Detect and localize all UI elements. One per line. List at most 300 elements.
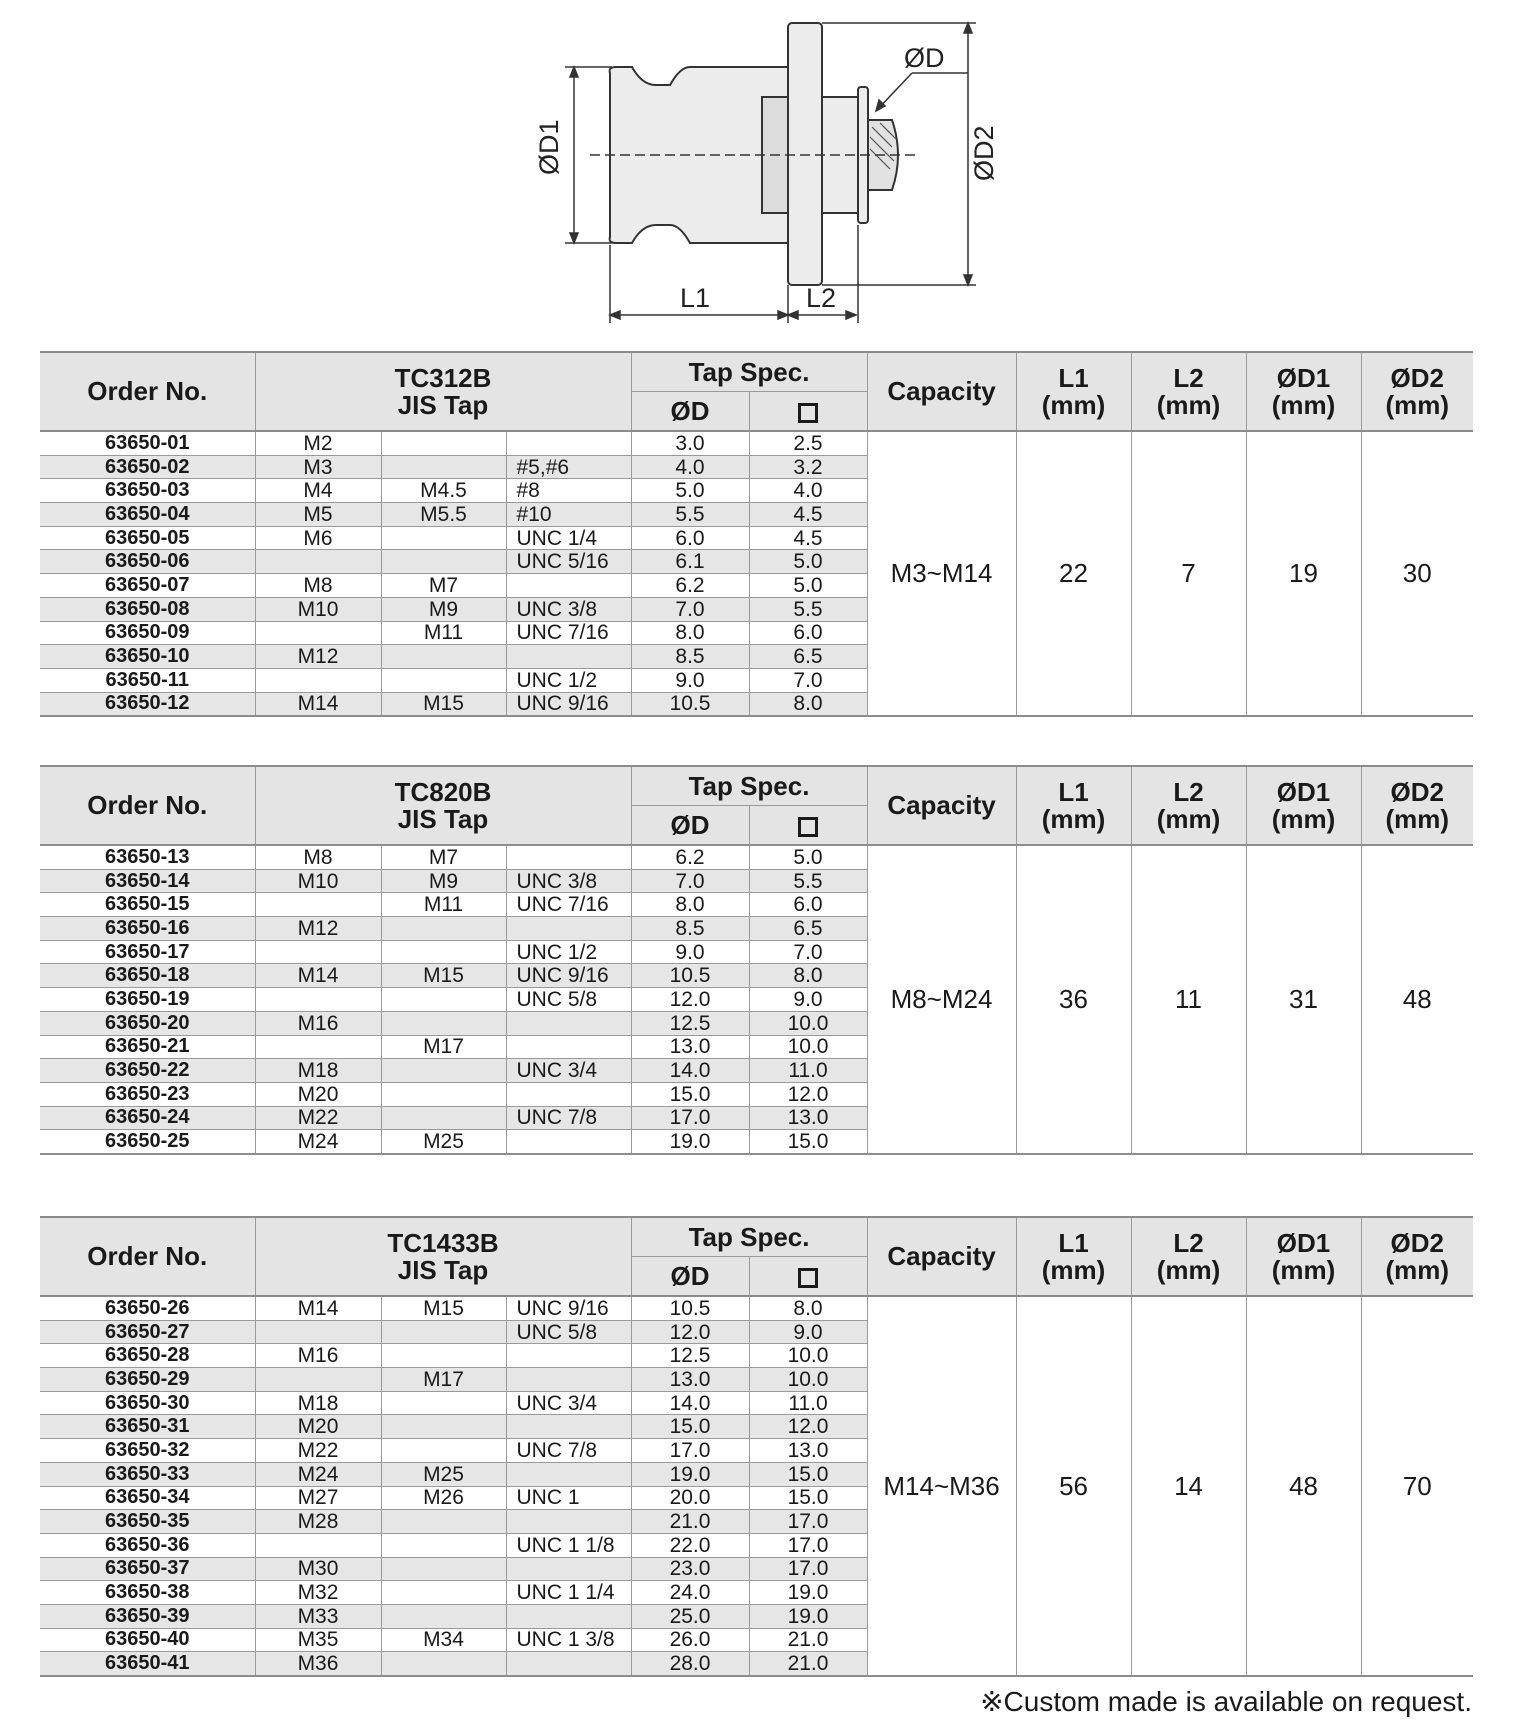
unc-tap-cell [506, 574, 631, 598]
metric-tap-cell: M24 [255, 1130, 381, 1154]
capacity-header: Capacity [867, 1217, 1016, 1296]
tap-d-cell: 15.0 [631, 1082, 749, 1106]
unc-tap-cell: UNC 1/4 [506, 526, 631, 550]
metric-alt-cell [381, 431, 506, 455]
unc-tap-cell [506, 431, 631, 455]
tap-d-cell: 13.0 [631, 1368, 749, 1392]
unc-tap-cell [506, 1415, 631, 1439]
unit-label: (mm) [1041, 389, 1106, 420]
tap-d-cell: 6.1 [631, 550, 749, 574]
order-no-cell: 63650-19 [40, 988, 255, 1012]
metric-tap-cell: M6 [255, 526, 381, 550]
unc-tap-cell: UNC 7/8 [506, 1439, 631, 1463]
tap-square-cell: 8.0 [749, 692, 867, 716]
order-no-cell: 63650-21 [40, 1035, 255, 1059]
tap-square-cell: 2.5 [749, 431, 867, 455]
l1-cell: 56 [1016, 1296, 1131, 1676]
metric-tap-cell: M24 [255, 1462, 381, 1486]
unit-label: (mm) [1271, 1254, 1336, 1285]
metric-tap-cell [255, 893, 381, 917]
metric-alt-cell [381, 1510, 506, 1534]
capacity-header: Capacity [867, 352, 1016, 431]
order-no-cell: 63650-31 [40, 1415, 255, 1439]
tap-d-cell: 9.0 [631, 940, 749, 964]
tap-d-cell: 14.0 [631, 1059, 749, 1083]
table-row [40, 845, 1473, 869]
tap-d-cell: 3.0 [631, 431, 749, 455]
tap-d-cell: 10.5 [631, 964, 749, 988]
tap-square-cell: 17.0 [749, 1510, 867, 1534]
l1-label: L1 [1058, 362, 1089, 393]
metric-alt-cell [381, 1320, 506, 1344]
unc-tap-cell [506, 645, 631, 669]
metric-alt-cell [381, 1533, 506, 1557]
jis-tap-header [255, 352, 631, 431]
unc-tap-cell: UNC 7/8 [506, 1106, 631, 1130]
order-no-cell: 63650-12 [40, 692, 255, 716]
diagram-label-d2: ØD2 [969, 125, 999, 181]
unc-tap-cell [506, 845, 631, 869]
tap-square-cell: 6.5 [749, 645, 867, 669]
l2-label: L2 [1173, 1227, 1204, 1258]
metric-alt-cell [381, 1652, 506, 1676]
tap-square-cell: 17.0 [749, 1533, 867, 1557]
metric-tap-cell: M35 [255, 1628, 381, 1652]
unit-label: (mm) [1385, 389, 1450, 420]
tap-d-header: ØD [631, 1257, 749, 1297]
unc-tap-cell: UNC 1 [506, 1486, 631, 1510]
order-no-cell: 63650-09 [40, 621, 255, 645]
model-name: TC820B [394, 776, 492, 807]
d1-header [1246, 1217, 1361, 1296]
order-no-cell: 63650-26 [40, 1296, 255, 1320]
tap-spec-header: Tap Spec. [631, 1217, 867, 1257]
d1-header [1246, 352, 1361, 431]
tap-square-header [749, 806, 867, 846]
tap-d-cell: 4.0 [631, 455, 749, 479]
unc-tap-cell: UNC 1 1/4 [506, 1581, 631, 1605]
d2-label: ØD2 [1390, 1227, 1445, 1258]
unc-tap-cell [506, 1652, 631, 1676]
order-no-cell: 63650-17 [40, 940, 255, 964]
metric-tap-cell: M2 [255, 431, 381, 455]
metric-alt-cell [381, 917, 506, 941]
order-no-cell: 63650-35 [40, 1510, 255, 1534]
d1-label: ØD1 [1276, 362, 1331, 393]
l2-header [1131, 766, 1246, 845]
capacity-cell: M3~M14 [867, 431, 1016, 716]
metric-alt-cell: M11 [381, 893, 506, 917]
tap-d-cell: 28.0 [631, 1652, 749, 1676]
metric-tap-cell [255, 1035, 381, 1059]
metric-alt-cell: M4.5 [381, 479, 506, 503]
tap-square-header [749, 392, 867, 432]
l1-header [1016, 1217, 1131, 1296]
tap-square-cell: 5.0 [749, 845, 867, 869]
diagram-label-l1: L1 [680, 283, 711, 313]
unc-tap-cell: UNC 5/8 [506, 1320, 631, 1344]
tap-square-cell: 12.0 [749, 1415, 867, 1439]
metric-alt-cell: M9 [381, 597, 506, 621]
spec-table-tc1433b [40, 1216, 1473, 1677]
unc-tap-cell [506, 1035, 631, 1059]
order-no-cell: 63650-39 [40, 1604, 255, 1628]
tap-d-cell: 23.0 [631, 1557, 749, 1581]
d2-label: ØD2 [1390, 362, 1444, 393]
diagram-label-l2: L2 [806, 283, 837, 313]
order-no-cell: 63650-03 [40, 479, 255, 503]
order-no-cell: 63650-37 [40, 1557, 255, 1581]
tap-d-cell: 14.0 [631, 1391, 749, 1415]
order-no-cell: 63650-16 [40, 917, 255, 941]
metric-alt-cell: M15 [381, 964, 506, 988]
tap-square-cell: 7.0 [749, 940, 867, 964]
metric-alt-cell: M25 [381, 1130, 506, 1154]
order-no-cell: 63650-34 [40, 1486, 255, 1510]
order-no-cell: 63650-29 [40, 1368, 255, 1392]
tap-square-cell: 9.0 [749, 988, 867, 1012]
metric-alt-cell: M7 [381, 845, 506, 869]
unit-label: (mm) [1156, 803, 1221, 834]
tap-d-cell: 15.0 [631, 1415, 749, 1439]
tap-square-cell: 5.0 [749, 550, 867, 574]
metric-alt-cell [381, 1439, 506, 1463]
order-no-cell: 63650-30 [40, 1391, 255, 1415]
tap-square-cell: 10.0 [749, 1035, 867, 1059]
order-no-cell: 63650-41 [40, 1652, 255, 1676]
tap-square-header [749, 1257, 867, 1297]
unc-tap-cell [506, 1368, 631, 1392]
tap-square-cell: 4.0 [749, 479, 867, 503]
d1-header [1246, 766, 1361, 845]
tap-d-cell: 13.0 [631, 1035, 749, 1059]
tap-square-cell: 11.0 [749, 1059, 867, 1083]
tap-d-cell: 17.0 [631, 1439, 749, 1463]
order-no-cell: 63650-11 [40, 668, 255, 692]
unit-label: (mm) [1041, 803, 1106, 834]
tap-d-cell: 10.5 [631, 1296, 749, 1320]
unit-label: (mm) [1385, 1254, 1450, 1285]
order-no-cell: 63650-23 [40, 1082, 255, 1106]
metric-tap-cell: M18 [255, 1391, 381, 1415]
tap-square-cell: 7.0 [749, 668, 867, 692]
unc-tap-cell [506, 1557, 631, 1581]
metric-tap-cell: M8 [255, 845, 381, 869]
d2-cell: 70 [1361, 1296, 1473, 1676]
diagram-label-d: ØD [904, 43, 945, 73]
tap-spec-header: Tap Spec. [631, 352, 867, 392]
tap-d-cell: 8.5 [631, 917, 749, 941]
order-no-cell: 63650-06 [40, 550, 255, 574]
metric-tap-cell [255, 940, 381, 964]
tap-d-cell: 17.0 [631, 1106, 749, 1130]
metric-tap-cell: M12 [255, 645, 381, 669]
tap-d-cell: 12.0 [631, 988, 749, 1012]
d2-header [1361, 1217, 1473, 1296]
metric-alt-cell [381, 1059, 506, 1083]
metric-tap-cell [255, 668, 381, 692]
l2-header [1131, 1217, 1246, 1296]
d2-header [1361, 352, 1473, 431]
tap-d-cell: 24.0 [631, 1581, 749, 1605]
order-no-cell: 63650-25 [40, 1130, 255, 1154]
unc-tap-cell: UNC 7/16 [506, 893, 631, 917]
tap-d-cell: 26.0 [631, 1628, 749, 1652]
unc-tap-cell: UNC 1/2 [506, 940, 631, 964]
d1-label: ØD1 [1276, 1227, 1331, 1258]
metric-tap-cell: M32 [255, 1581, 381, 1605]
tap-square-cell: 6.5 [749, 917, 867, 941]
unc-tap-cell [506, 1462, 631, 1486]
order-no-cell: 63650-18 [40, 964, 255, 988]
jis-tap-label: JIS Tap [397, 1254, 489, 1285]
tap-d-cell: 8.0 [631, 893, 749, 917]
tap-square-cell: 10.0 [749, 1368, 867, 1392]
metric-alt-cell [381, 940, 506, 964]
metric-tap-cell: M36 [255, 1652, 381, 1676]
metric-alt-cell [381, 1082, 506, 1106]
metric-tap-cell: M12 [255, 917, 381, 941]
order-no-cell: 63650-01 [40, 431, 255, 455]
order-no-cell: 63650-40 [40, 1628, 255, 1652]
order-no-cell: 63650-38 [40, 1581, 255, 1605]
metric-tap-cell [255, 988, 381, 1012]
tap-d-cell: 12.5 [631, 1011, 749, 1035]
metric-tap-cell: M16 [255, 1011, 381, 1035]
unc-tap-cell: UNC 5/8 [506, 988, 631, 1012]
unc-tap-cell: UNC 9/16 [506, 692, 631, 716]
unc-tap-cell [506, 917, 631, 941]
unc-tap-cell: UNC 1/2 [506, 668, 631, 692]
order-no-cell: 63650-08 [40, 597, 255, 621]
tap-d-cell: 25.0 [631, 1604, 749, 1628]
l2-label: L2 [1173, 776, 1204, 807]
tap-square-cell: 11.0 [749, 1391, 867, 1415]
unc-tap-cell: UNC 7/16 [506, 621, 631, 645]
model-name: TC312B [394, 362, 492, 393]
metric-alt-cell: M5.5 [381, 503, 506, 527]
tap-square-cell: 6.0 [749, 893, 867, 917]
unc-tap-cell: #5,#6 [506, 455, 631, 479]
square-icon [798, 817, 818, 837]
tap-d-header: ØD [631, 392, 749, 432]
metric-alt-cell: M17 [381, 1368, 506, 1392]
collar [788, 23, 822, 285]
metric-tap-cell [255, 1320, 381, 1344]
tap-square-cell: 19.0 [749, 1581, 867, 1605]
metric-tap-cell: M30 [255, 1557, 381, 1581]
metric-tap-cell: M14 [255, 1296, 381, 1320]
metric-alt-cell: M34 [381, 1628, 506, 1652]
d2-header [1361, 766, 1473, 845]
order-no-cell: 63650-14 [40, 869, 255, 893]
order-no-cell: 63650-13 [40, 845, 255, 869]
tap-spec-header: Tap Spec. [631, 766, 867, 806]
capacity-cell: M14~M36 [867, 1296, 1016, 1676]
metric-alt-cell [381, 1604, 506, 1628]
metric-tap-cell: M4 [255, 479, 381, 503]
unc-tap-cell: UNC 5/16 [506, 550, 631, 574]
unc-tap-cell [506, 1510, 631, 1534]
tap-d-cell: 9.0 [631, 668, 749, 692]
order-no-cell: 63650-28 [40, 1344, 255, 1368]
metric-alt-cell: M9 [381, 869, 506, 893]
order-no-cell: 63650-10 [40, 645, 255, 669]
metric-tap-cell [255, 621, 381, 645]
metric-alt-cell [381, 526, 506, 550]
d1-label: ØD1 [1276, 776, 1331, 807]
l1-header [1016, 352, 1131, 431]
tap-square-cell: 17.0 [749, 1557, 867, 1581]
tap-square-cell: 13.0 [749, 1106, 867, 1130]
d1-cell: 19 [1246, 431, 1361, 716]
table-row [40, 431, 1473, 455]
metric-tap-cell: M3 [255, 455, 381, 479]
unit-label: (mm) [1041, 1254, 1106, 1285]
l1-cell: 22 [1016, 431, 1131, 716]
order-no-cell: 63650-33 [40, 1462, 255, 1486]
metric-alt-cell [381, 1415, 506, 1439]
tap-square-cell: 13.0 [749, 1439, 867, 1463]
tap-square-cell: 4.5 [749, 503, 867, 527]
l1-label: L1 [1058, 1227, 1089, 1258]
metric-tap-cell [255, 1533, 381, 1557]
diagram-label-d1: ØD1 [534, 119, 564, 175]
tap-square-cell: 8.0 [749, 1296, 867, 1320]
metric-alt-cell [381, 1391, 506, 1415]
metric-alt-cell [381, 455, 506, 479]
unc-tap-cell: #10 [506, 503, 631, 527]
metric-alt-cell: M7 [381, 574, 506, 598]
unc-tap-cell: UNC 3/4 [506, 1059, 631, 1083]
order-no-cell: 63650-24 [40, 1106, 255, 1130]
tap-square-cell: 19.0 [749, 1604, 867, 1628]
order-no-header: Order No. [40, 1217, 255, 1296]
metric-tap-cell: M10 [255, 597, 381, 621]
order-no-header: Order No. [40, 766, 255, 845]
tap-square-cell: 6.0 [749, 621, 867, 645]
unit-label: (mm) [1385, 803, 1450, 834]
unc-tap-cell [506, 1604, 631, 1628]
tap-d-cell: 6.0 [631, 526, 749, 550]
order-no-cell: 63650-07 [40, 574, 255, 598]
metric-tap-cell: M14 [255, 692, 381, 716]
metric-alt-cell [381, 1106, 506, 1130]
d1-cell: 31 [1246, 845, 1361, 1154]
tap-square-cell: 10.0 [749, 1344, 867, 1368]
unc-tap-cell [506, 1011, 631, 1035]
unc-tap-cell: UNC 1 3/8 [506, 1628, 631, 1652]
tap-d-cell: 12.5 [631, 1344, 749, 1368]
metric-tap-cell: M33 [255, 1604, 381, 1628]
order-no-cell: 63650-32 [40, 1439, 255, 1463]
square-icon [798, 403, 818, 423]
unit-label: (mm) [1156, 1254, 1221, 1285]
order-no-header: Order No. [40, 352, 255, 431]
spec-table-tc820b [40, 765, 1473, 1155]
tap-square-cell: 8.0 [749, 964, 867, 988]
d1-cell: 48 [1246, 1296, 1361, 1676]
metric-alt-cell [381, 550, 506, 574]
metric-tap-cell: M14 [255, 964, 381, 988]
tap-d-cell: 19.0 [631, 1130, 749, 1154]
l1-header [1016, 766, 1131, 845]
order-no-cell: 63650-05 [40, 526, 255, 550]
tap-d-cell: 6.2 [631, 845, 749, 869]
metric-tap-cell: M20 [255, 1415, 381, 1439]
order-no-cell: 63650-02 [40, 455, 255, 479]
tap-d-cell: 22.0 [631, 1533, 749, 1557]
unc-tap-cell: UNC 3/4 [506, 1391, 631, 1415]
unc-tap-cell: UNC 1 1/8 [506, 1533, 631, 1557]
tap-square-cell: 12.0 [749, 1082, 867, 1106]
metric-alt-cell: M17 [381, 1035, 506, 1059]
tap-d-cell: 6.2 [631, 574, 749, 598]
tap-d-cell: 21.0 [631, 1510, 749, 1534]
order-no-cell: 63650-36 [40, 1533, 255, 1557]
order-no-cell: 63650-22 [40, 1059, 255, 1083]
tap-d-cell: 10.5 [631, 692, 749, 716]
unit-label: (mm) [1156, 389, 1221, 420]
tap-square-cell: 5.0 [749, 574, 867, 598]
metric-alt-cell [381, 668, 506, 692]
metric-tap-cell: M16 [255, 1344, 381, 1368]
metric-tap-cell: M20 [255, 1082, 381, 1106]
unc-tap-cell: #8 [506, 479, 631, 503]
table-row [40, 1296, 1473, 1320]
l1-cell: 36 [1016, 845, 1131, 1154]
tap-d-cell: 7.0 [631, 869, 749, 893]
metric-tap-cell: M22 [255, 1439, 381, 1463]
unc-tap-cell: UNC 3/8 [506, 869, 631, 893]
tap-square-cell: 15.0 [749, 1462, 867, 1486]
d2-label: ØD2 [1390, 776, 1444, 807]
metric-tap-cell: M28 [255, 1510, 381, 1534]
tap-d-cell: 8.0 [631, 621, 749, 645]
square-icon [798, 1268, 818, 1288]
metric-alt-cell [381, 988, 506, 1012]
metric-alt-cell: M11 [381, 621, 506, 645]
metric-alt-cell: M25 [381, 1462, 506, 1486]
l2-cell: 14 [1131, 1296, 1246, 1676]
tap-square-cell: 4.5 [749, 526, 867, 550]
metric-alt-cell [381, 1344, 506, 1368]
metric-tap-cell [255, 1368, 381, 1392]
tap-d-cell: 12.0 [631, 1320, 749, 1344]
l2-header [1131, 352, 1246, 431]
metric-alt-cell: M15 [381, 692, 506, 716]
jis-tap-header [255, 1217, 631, 1296]
tap-square-cell: 15.0 [749, 1130, 867, 1154]
tap-square-cell: 3.2 [749, 455, 867, 479]
tap-square-cell: 15.0 [749, 1486, 867, 1510]
d2-cell: 48 [1361, 845, 1473, 1154]
l2-cell: 11 [1131, 845, 1246, 1154]
metric-tap-cell: M10 [255, 869, 381, 893]
unc-tap-cell [506, 1130, 631, 1154]
tap-d-header: ØD [631, 806, 749, 846]
jis-tap-label: JIS Tap [397, 389, 489, 420]
unit-label: (mm) [1271, 389, 1336, 420]
unit-label: (mm) [1271, 803, 1336, 834]
metric-alt-cell: M15 [381, 1296, 506, 1320]
order-no-cell: 63650-27 [40, 1320, 255, 1344]
metric-alt-cell [381, 1557, 506, 1581]
metric-alt-cell: M26 [381, 1486, 506, 1510]
unc-tap-cell: UNC 9/16 [506, 1296, 631, 1320]
metric-tap-cell: M5 [255, 503, 381, 527]
metric-tap-cell: M22 [255, 1106, 381, 1130]
